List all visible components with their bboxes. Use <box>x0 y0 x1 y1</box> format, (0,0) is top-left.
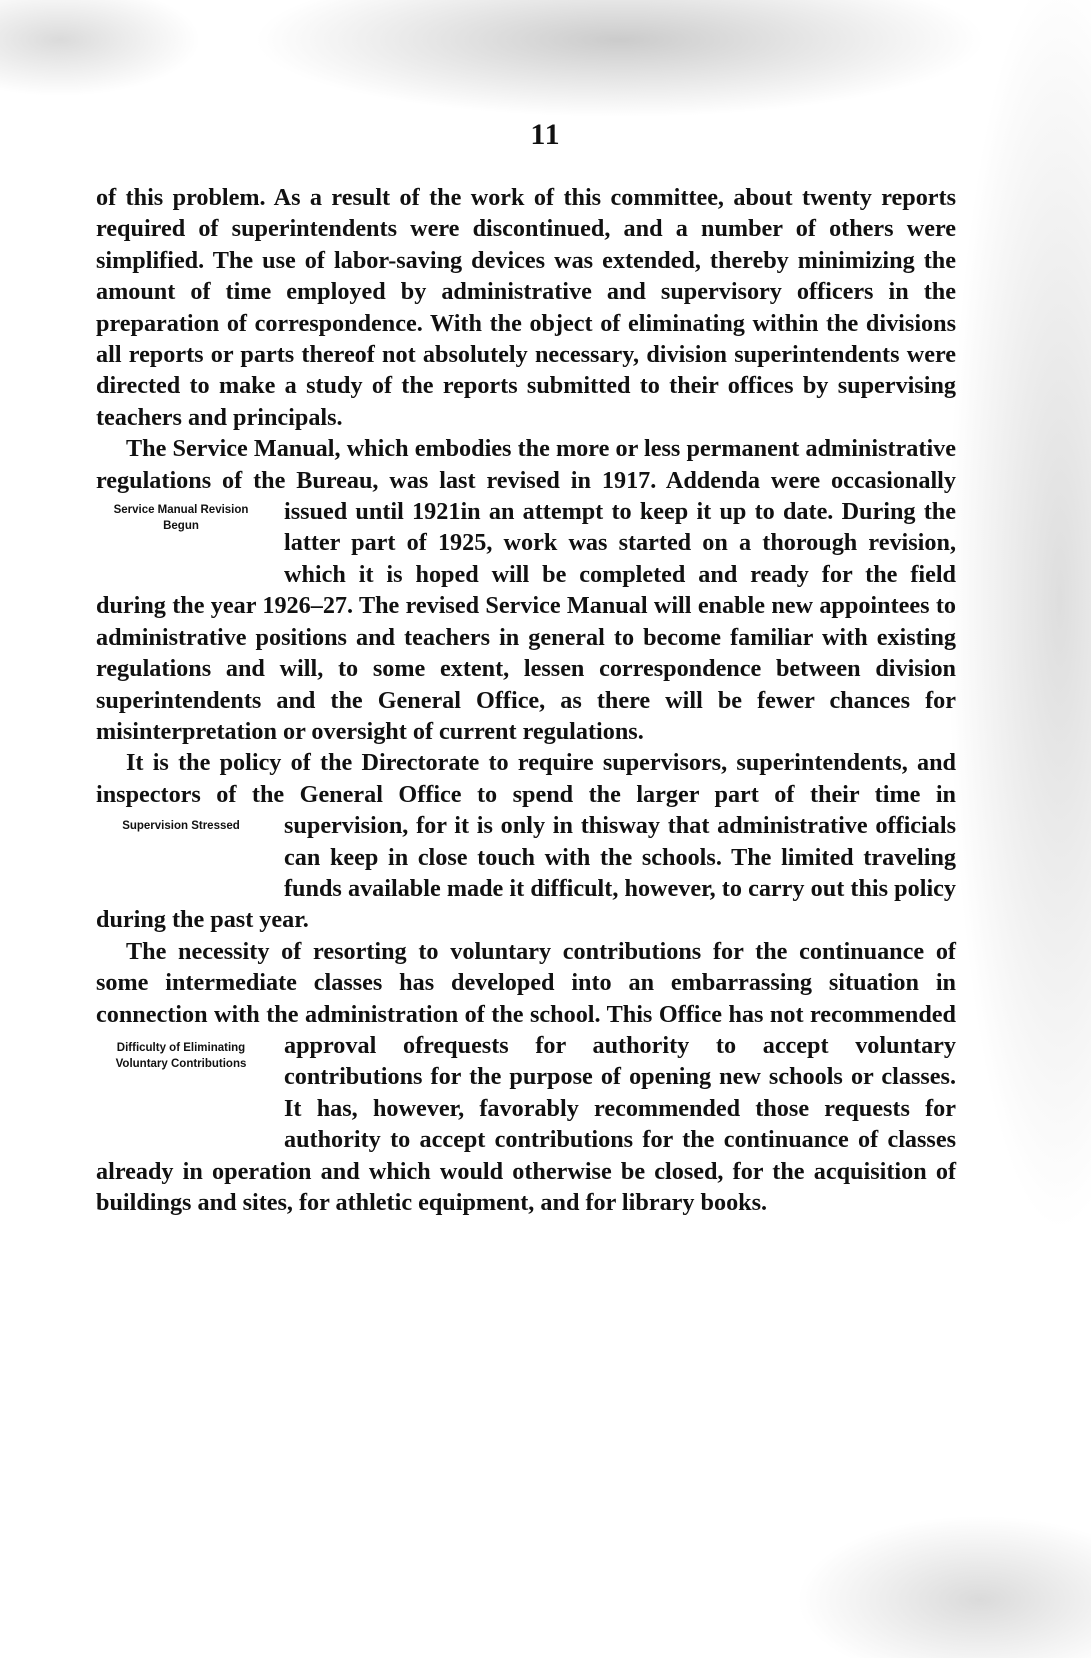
paragraph-service-manual <box>96 433 956 747</box>
paragraph-text-before: The Service Manual, which embodies the more or less permanent administrative regulations of the Bureau, was last revised in 1917. Addenda were occasionally issued until 1921 <box>96 435 956 526</box>
paragraph-text-before: It is the policy of the Directorate to require supervisors, superintendents, and inspectors of the General Office to spend the larger part of their time in supervision, for it is only in this <box>96 749 956 840</box>
paragraph-supervision <box>96 747 956 935</box>
paragraph-text-after: in an attempt to keep it up to date. During the latter part of 1925, work was started on a thorough revision, which it is hoped will be completed and ready for the field during the year 1926–27. The revised Service Manual will enable new appointees to administrative positions and teachers in general to become familiar with existing regulations and will, to some extent, lessen correspondence between division superintendents and the General Office, as there will be fewer chances for misinterpretation or oversight of current regulations. <box>96 498 956 745</box>
page-number: 11 <box>530 118 561 151</box>
body-text <box>96 182 956 1218</box>
sidenote-service-manual-revision: Service Manual Revision Begun <box>113 504 249 533</box>
paragraph-text: of this problem. As a result of the work of this committee, about twenty reports required of superintendents were discontinued, and a number of others were simplified. The use of labor-saving devices was extended, thereby minimizing the amount of time employed by administrative and supervisory officers in the preparation of correspondence. With the object of eliminating within the divisions all reports or parts thereof not absolutely necessary, division superintendents were directed to make a study of the reports submitted to their offices by supervising teachers and principals. <box>96 184 956 431</box>
sidenote-voluntary-contributions: Difficulty of Eliminating Voluntary Contributions <box>115 1041 247 1070</box>
paragraph-text-after: requests for authority to accept voluntary contributions for the purpose of opening new schools or classes. It has, however, favorably recommended those requests for authority to accept contributions for the continuance of classes already in operation and which would otherwise be closed, for the acquisition of buildings and sites, for athletic equipment, and for library books. <box>96 1031 956 1216</box>
paragraph-text-before: The necessity of resorting to voluntary contributions for the continuance of some intermediate classes has developed into an embarrassing situation in connection with the administration of the school. This Office has not recommended approval of <box>96 937 956 1059</box>
paragraph-voluntary-contributions <box>96 936 956 1219</box>
sidenote-supervision-stressed: Supervision Stressed <box>122 820 240 833</box>
paragraph-committee-results <box>96 182 956 433</box>
paragraph-text-after: way that administrative officials can keep in close touch with the schools. The limited traveling funds available made it difficult, however, to carry out this policy during the past year. <box>96 812 956 934</box>
